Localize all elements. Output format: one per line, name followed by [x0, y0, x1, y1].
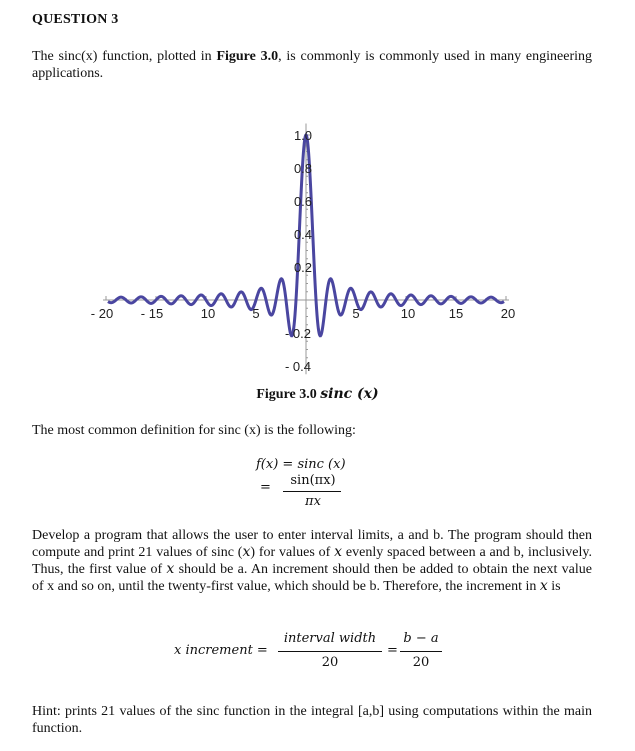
question-heading: QUESTION 3 — [32, 12, 119, 27]
hint-paragraph: Hint: prints 21 values of the sinc function in the integral [a,b] using computations within the main function. — [32, 704, 592, 736]
increment-label: x increment = — [174, 643, 268, 658]
x-tick-label: 10 — [400, 306, 416, 321]
sinc-chart — [0, 95, 635, 390]
x-tick-label: - 15 — [140, 306, 164, 321]
formula-denominator: πx — [305, 494, 321, 509]
x-tick-label: 10 — [200, 306, 216, 321]
y-tick-label: 0.2 — [293, 260, 313, 275]
y-tick-label: - 0.4 — [284, 359, 312, 374]
interval-width-denominator: 20 — [321, 655, 339, 670]
fraction-bar-2 — [400, 651, 442, 652]
x-tick-label: 15 — [448, 306, 464, 321]
formula-numerator: sin(πx) — [290, 473, 336, 488]
definition-text: The most common definition for sinc (x) is the following: — [32, 423, 356, 438]
formula-equals: = — [260, 480, 271, 495]
y-tick-label: 1.0 — [293, 128, 313, 143]
x-tick-label: 5 — [352, 306, 360, 321]
formula-lhs: f(x) = sinc (x) — [256, 457, 346, 472]
fraction-bar-1 — [278, 651, 382, 652]
y-tick-label: - 0.2 — [284, 326, 312, 341]
figure-reference: Figure 3.0 — [216, 49, 279, 64]
formula-fraction-bar — [283, 491, 341, 492]
figure-caption: Figure 3.0 sinc (x) — [256, 386, 379, 402]
interval-width-numerator: interval width — [283, 631, 377, 646]
x-tick-label: 20 — [500, 306, 516, 321]
y-tick-label: 0.4 — [293, 227, 313, 242]
y-tick-label: 0.6 — [293, 194, 313, 209]
b-minus-a-numerator: b − a — [403, 631, 439, 646]
tick-labels — [91, 128, 515, 374]
b-minus-a-denominator: 20 — [412, 655, 430, 670]
develop-paragraph: Develop a program that allows the user to enter interval limits, a and b. The program should then compute and print 21 values of sinc (x) for values of x evenly spaced between a and b, inclusively. Thus, the first value of x should be a. An increment should then be added to obtain the next value of x and so on, until the twenty-first value, which should be b. Therefore, the increment in x is — [32, 528, 592, 594]
x-tick-label: - 20 — [90, 306, 114, 321]
y-tick-label: 0.8 — [293, 161, 313, 176]
increment-equals: = — [387, 643, 398, 658]
x-tick-label: 5 — [252, 306, 260, 321]
intro-paragraph: The sinc(x) function, plotted in Figure 3.0, is commonly is commonly used in many engineering applications. — [32, 49, 592, 81]
